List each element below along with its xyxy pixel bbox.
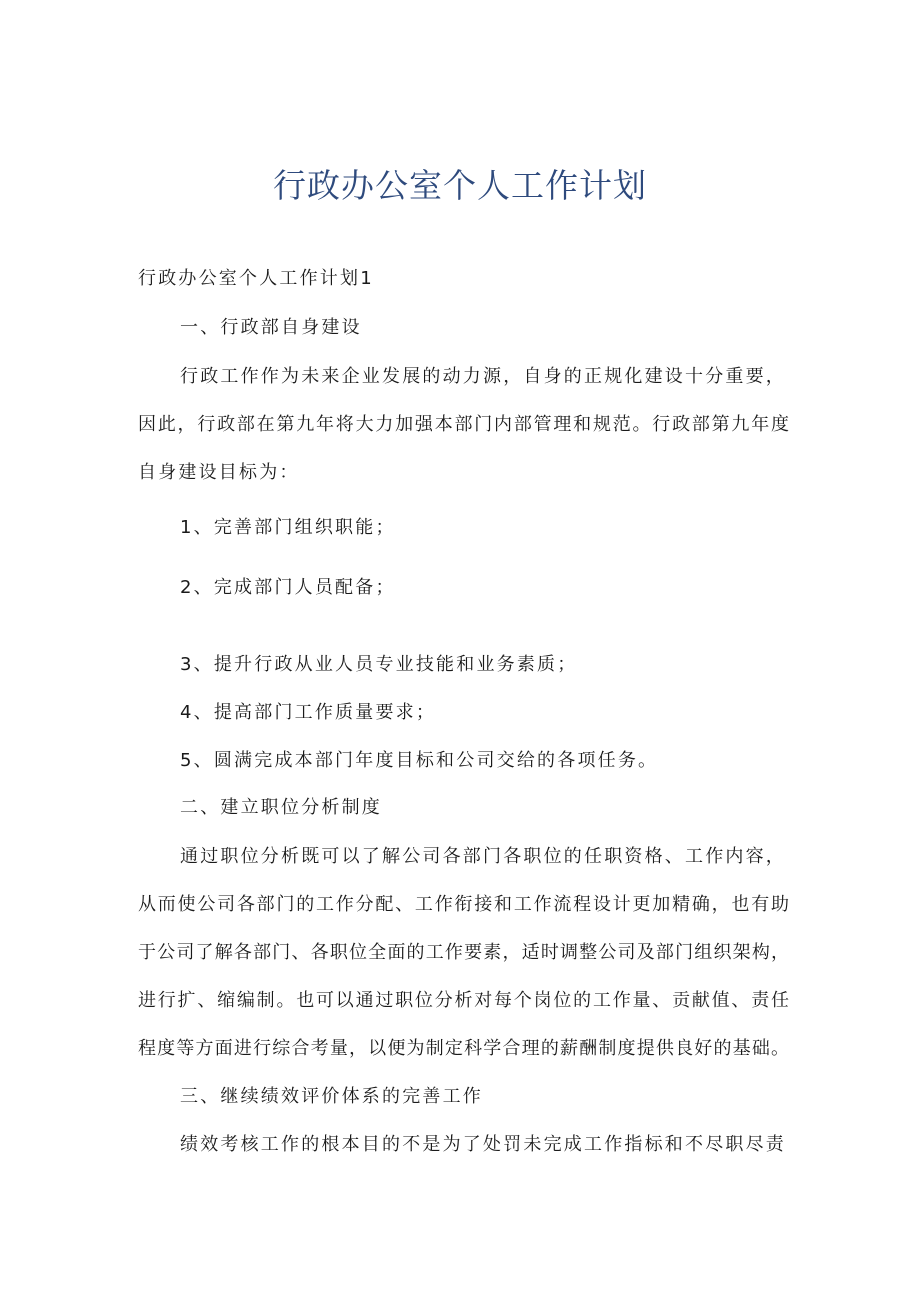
list-item: 2、完成部门人员配备；	[180, 577, 396, 598]
paragraph-line: 绩效考核工作的根本目的不是为了处罚未完成工作指标和不尽职尽责	[180, 1134, 786, 1155]
list-item: 3、提升行政从业人员专业技能和业务素质；	[180, 654, 578, 675]
section-heading-1: 一、行政部自身建设	[180, 317, 362, 338]
paragraph-line: 进行扩、缩编制。也可以通过职位分析对每个岗位的工作量、贡献值、责任	[138, 990, 789, 1011]
plan-heading: 行政办公室个人工作计划1	[138, 268, 374, 289]
paragraph-line: 从而使公司各部门的工作分配、工作衔接和工作流程设计更加精确，也有助	[138, 894, 789, 915]
section-heading-2: 二、建立职位分析制度	[180, 797, 382, 818]
paragraph-line: 自身建设目标为：	[138, 462, 300, 483]
list-item: 5、圆满完成本部门年度目标和公司交给的各项任务。	[180, 750, 659, 771]
paragraph-line: 于公司了解各部门、各职位全面的工作要素，适时调整公司及部门组织架构，	[138, 942, 789, 963]
section-heading-3: 三、继续绩效评价体系的完善工作	[180, 1086, 483, 1107]
list-item: 1、完善部门组织职能；	[180, 517, 396, 538]
list-item: 4、提高部门工作质量要求；	[180, 702, 437, 723]
paragraph-line: 程度等方面进行综合考量，以便为制定科学合理的薪酬制度提供良好的基础。	[138, 1038, 789, 1059]
paragraph-line: 通过职位分析既可以了解公司各部门各职位的任职资格、工作内容，	[180, 846, 786, 867]
paragraph-line: 因此，行政部在第九年将大力加强本部门内部管理和规范。行政部第九年度	[138, 414, 789, 435]
paragraph-line: 行政工作作为未来企业发展的动力源，自身的正规化建设十分重要，	[180, 366, 786, 387]
document-title: 行政办公室个人工作计划	[273, 166, 647, 205]
